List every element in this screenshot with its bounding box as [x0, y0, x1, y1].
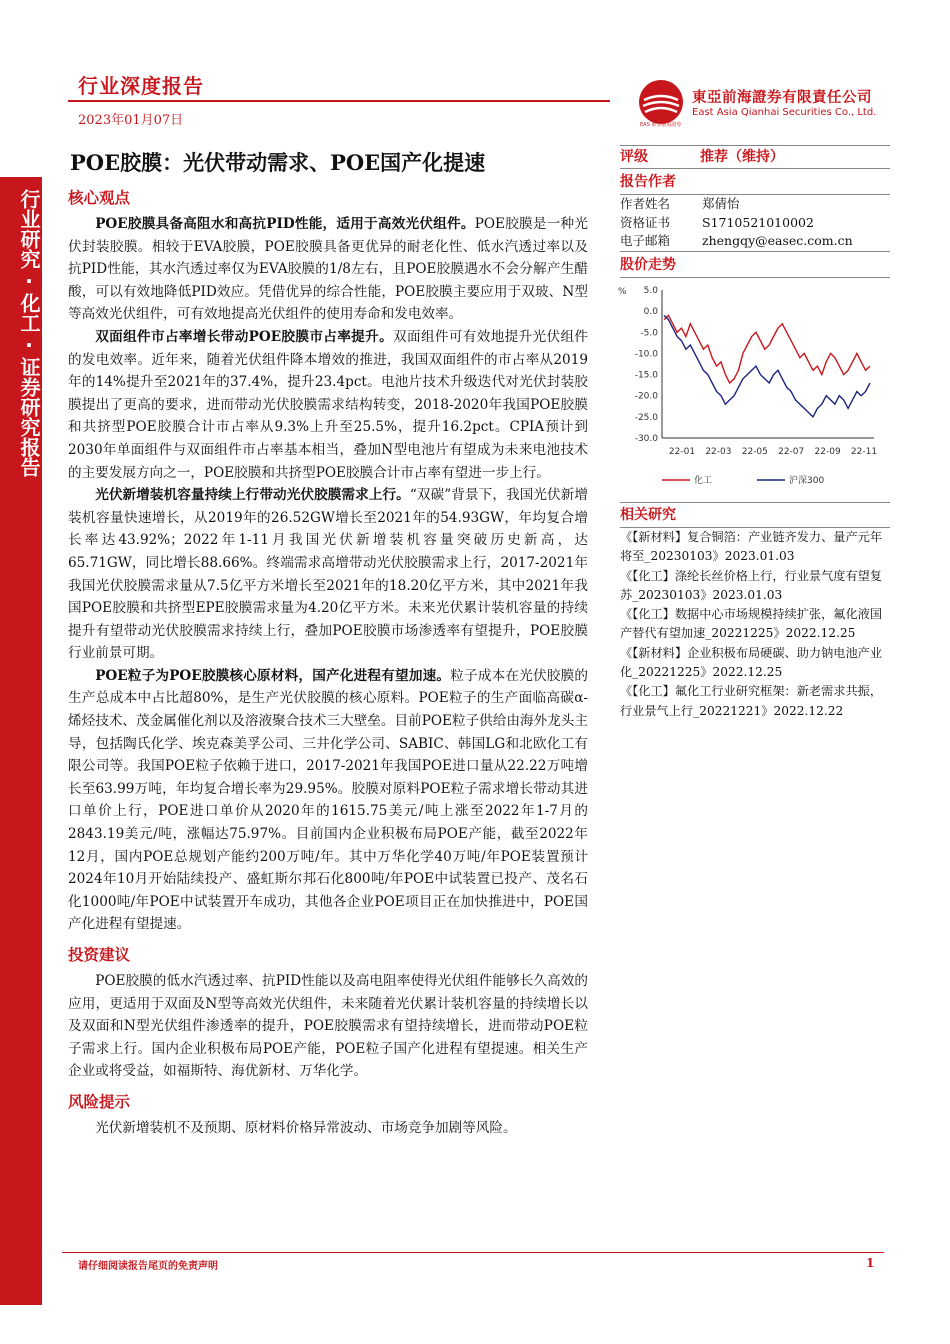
info-key: 电子邮箱 — [620, 233, 671, 248]
paragraph-lead: POE粒子为POE胶膜核心原材料，国产化进程有望加速。 — [95, 667, 451, 684]
y-tick-label: -5.0 — [640, 328, 658, 339]
legend-label: 化工 — [694, 476, 713, 486]
info-value: 郑倩怡 — [702, 196, 740, 211]
sidebar-category-text: 行业研究·化工·证券研究报告 — [17, 189, 41, 477]
paragraph-lead: 光伏新增装机容量持续上行带动光伏胶膜需求上行。 — [95, 487, 410, 504]
risk-heading: 风险提示 — [68, 1092, 131, 1111]
related-list — [620, 528, 890, 721]
info-value: S1710521010002 — [702, 214, 814, 230]
paragraph-lead: POE胶膜具备高阻水和高抗PID性能，适用于高效光伏组件。 — [95, 216, 475, 232]
info-key: 资格证书 — [620, 214, 671, 230]
related-item[interactable]: 《【化工】数据中心市场规模持续扩张，氟化液国产替代有望加速_20221225》2022.12.25 — [620, 607, 883, 641]
related-item[interactable]: 《【新材料】企业积极布局硬碳、助力钠电池产业化_20221225》2022.12.25 — [620, 645, 883, 680]
brand-name-cn: 東亞前海證券有限責任公司 — [692, 90, 872, 106]
author-section — [620, 170, 890, 252]
brand-small-mark: EAS 東亞前海證券 — [640, 122, 682, 128]
risk-text: 光伏新增装机不及预期、原材料价格异常波动、市场竞争加剧等风险。 — [95, 1119, 517, 1136]
rating-label: 评级 — [620, 149, 648, 165]
author-heading: 报告作者 — [620, 170, 890, 195]
page-number: 1 — [866, 1256, 875, 1270]
paragraph-body: 粒子成本在光伏胶膜的生产总成本中占比超80%，是生产光伏胶膜的核心原料。POE粒子的生产面临高碳α-烯烃技术、茂金属催化剂以及溶液聚合技术三大壁垒。目前POE粒子供给由海外龙头主导，包括陶氏化学、埃克森美孚公司、三井化学公司、SABIC、韩国LG和北欧化工有限公司等。我国POE粒子依赖于进口，2017-2021年我国POE进口量从22.22万吨增长至63.99万吨，年均复合增长率为29.95%。胶膜对原料POE粒子需求增长带动其进口单价上行，POE进口单价从2020年的1615.75美元/吨上涨至2022年1-7月的2843.19美元/吨，涨幅达75.97%。目前国内企业积极布局POE产能，截至2022年12月，国内POE总规划产能约200万吨/年。其中万华化学40万吨/年POE装置预计2024年10月开始陆续投产、盛虹斯尔邦石化800吨/年POE中试装置已投产、茂名石化1000吨/年POE中试装置开车成功，其他各企业POE项目正在加快推进中，POE国产化进程有望提速。 — [68, 667, 588, 933]
author-row — [620, 232, 890, 252]
brand-name-en: East Asia Qianhai Securities Co., Ltd. — [692, 107, 877, 118]
rating-value: 推荐（维持） — [700, 149, 784, 165]
x-tick-label: 22-03 — [705, 447, 732, 457]
rating-row — [620, 145, 890, 169]
email-link[interactable]: zhengqy@easec.com.cn — [702, 233, 853, 248]
y-tick-label: -25.0 — [634, 412, 658, 423]
related-research-section — [620, 502, 890, 721]
y-tick-label: -20.0 — [634, 391, 658, 402]
price-trend-section — [620, 253, 890, 278]
x-tick-label: 22-09 — [814, 447, 841, 457]
paragraph-2 — [68, 326, 588, 484]
y-tick-label: -15.0 — [634, 370, 658, 381]
author-row — [620, 195, 890, 214]
footer-divider — [62, 1252, 884, 1253]
series-line — [664, 315, 870, 383]
category-sidebar — [0, 177, 42, 1305]
y-tick-label: 0.0 — [643, 307, 658, 318]
paragraph-1 — [68, 213, 588, 326]
main-content — [68, 187, 588, 1140]
y-tick-label: 5.0 — [643, 286, 658, 296]
report-title: POE胶膜：光伏带动需求、POE国产化提速 — [70, 150, 486, 175]
disclaimer-note: 请仔细阅读报告尾页的免责声明 — [78, 1261, 218, 1272]
y-tick-label: -30.0 — [634, 434, 658, 444]
investment-heading: 投资建议 — [68, 946, 131, 964]
legend-label: 沪深300 — [789, 476, 825, 486]
x-tick-label: 22-01 — [668, 447, 696, 457]
paragraph-body: “双碳”背景下，我国光伏新增装机容量快速增长，从2019年的26.52GW增长至2021年的54.93GW，年均复合增长率达43.92%；2022年1-11月我国光伏新增装机容量突破历史新高，达65.71GW，同比增长88.66%。终端需求高增带动光伏胶膜需求上行，2017-2021年我国光伏胶膜需求量从7.5亿平方米增长至2021年的18.20亿平方米，其中2021年我国POE胶膜和共挤型EPE胶膜需求量为4.20亿平方米。未来光伏累计装机容量的持续提升有望带动光伏胶膜需求持续上行，叠加POE胶膜市场渗透率有望提升，POE胶膜行业前景可期。 — [68, 487, 588, 662]
header-divider — [68, 100, 610, 102]
core-views-heading: 核心观点 — [68, 189, 131, 207]
paragraph-lead: 双面组件市占率增长带动POE胶膜市占率提升。 — [95, 328, 394, 345]
price-trend-chart — [612, 282, 890, 492]
x-tick-label: 22-11 — [850, 447, 878, 457]
x-tick-label: 22-07 — [778, 447, 805, 457]
paragraph-3 — [68, 484, 588, 665]
y-axis-label: % — [618, 287, 627, 297]
info-key: 作者姓名 — [620, 196, 671, 211]
related-research-heading: 相关研究 — [620, 503, 890, 528]
author-row — [620, 214, 890, 233]
x-tick-label: 22-05 — [741, 447, 768, 457]
related-item[interactable]: 《【化工】氟化工行业研究框架：新老需求共振，行业景气上行_20221221》2022.12.22 — [620, 684, 883, 718]
related-item[interactable]: 《【化工】涤纶长丝价格上行，行业景气度有望复苏_20230103》2023.01.03 — [620, 568, 883, 602]
related-item[interactable]: 《【新材料】复合铜箔：产业链齐发力、量产元年将至_20230103》2023.01.03 — [620, 530, 883, 564]
paragraph-4 — [68, 665, 588, 936]
paragraph-body: POE胶膜是一种光伏封装胶膜。相较于EVA胶膜，POE胶膜具备更优异的耐老化性、低水汽透过率以及抗PID性能，其水汽透过率仅为EVA胶膜的1/8左右，且POE胶膜遇水不会分解产生醋酸，可以有效地降低PID效应。凭借优异的综合性能，POE胶膜主要应用于双玻、N型等高效光伏组件，可有效地提高光伏组件的使用寿命和发电效率。 — [68, 216, 588, 323]
paragraph-body: 双面组件可有效地提升光伏组件的发电效率。近年来，随着光伏组件降本增效的推进，我国双面组件的市占率从2019年的14%提升至2021年的37.4%，提升23.4pct。电池片技术升级迭代对光伏封装胶膜提出了更高的要求，进而带动光伏胶膜需求结构转变，2018-2020年我国POE胶膜和共挤型POE胶膜合计市占率从9.3%上升至25.5%，提升16.2pct。CPIA预计到2030年单面组件与双面组件市占率基本相当，叠加N型电池片有望成为未来电池技术的主要发展方向之一，POE胶膜和共挤型POE胶膜合计市占率有望进一步上行。 — [68, 328, 588, 481]
price-trend-heading: 股价走势 — [620, 253, 890, 278]
report-type-label: 行业深度报告 — [78, 74, 204, 98]
report-date: 2023年01月07日 — [78, 113, 184, 128]
y-tick-label: -10.0 — [634, 349, 658, 360]
investment-text: POE胶膜的低水汽透过率、抗PID性能以及高电阻率使得光伏组件能够长久高效的应用，更适用于双面及N型等高效光伏组件，未来随着光伏累计装机容量的持续增长以及双面和N型光伏组件渗透率的提升，POE胶膜需求有望持续增长，进而带动POE粒子需求上行。国内企业积极布局POE产能，POE粒子国产化进程有望提速。相关生产企业或将受益，如福斯特、海优新材、万华化学。 — [68, 973, 588, 1080]
